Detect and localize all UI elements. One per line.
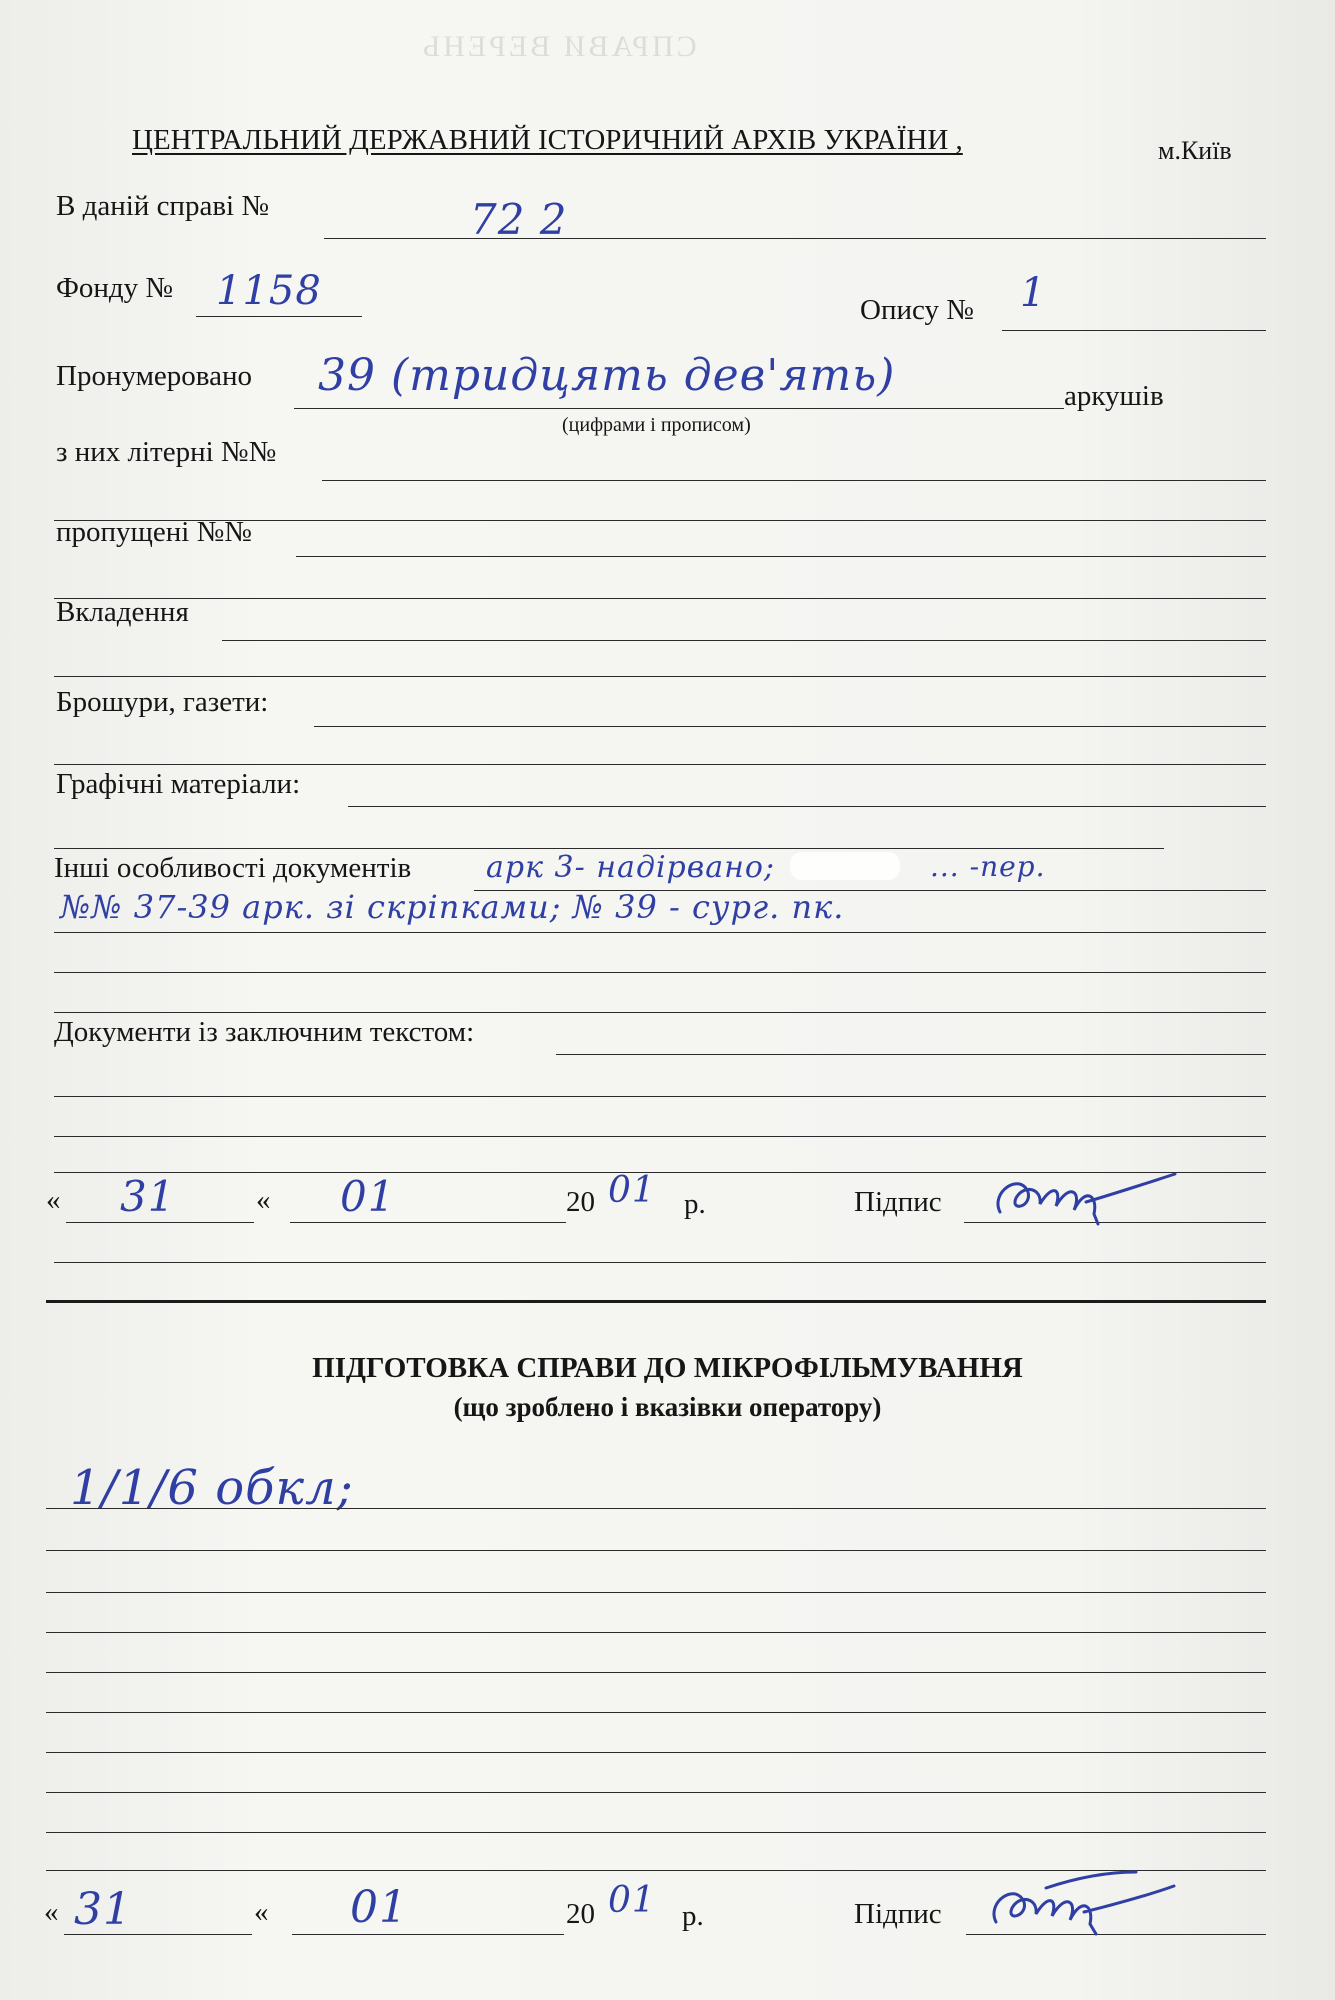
brochures-line xyxy=(314,726,1266,727)
microfilm-title: ПІДГОТОВКА СПРАВИ ДО МІКРОФІЛЬМУВАННЯ xyxy=(312,1352,1023,1384)
letter-numbers-line xyxy=(322,480,1266,481)
rule-line xyxy=(46,1632,1266,1633)
fond-label: Фонду № xyxy=(56,272,174,304)
city-label: м.Київ xyxy=(1158,136,1232,165)
brochures-label: Брошури, газети: xyxy=(56,686,269,718)
graphics-line xyxy=(348,806,1266,807)
numbered-value: 39 (тридцять дев'ять) xyxy=(318,350,896,401)
date2-year-prefix: 20 xyxy=(566,1898,595,1930)
month-line xyxy=(290,1222,566,1223)
other-features-value-2: №№ 37-39 арк. зі скріпками; № 39 - сург. пк. xyxy=(60,888,845,926)
opys-value: 1 xyxy=(1020,270,1047,316)
attachments-label: Вкладення xyxy=(56,596,189,628)
section-divider xyxy=(46,1300,1266,1303)
skipped-numbers-line xyxy=(296,556,1266,557)
signature2-mark xyxy=(986,1868,1186,1944)
rule-line xyxy=(54,1096,1266,1097)
graphics-label: Графічні матеріали: xyxy=(56,768,301,800)
rule-line xyxy=(54,676,1266,677)
rule-line xyxy=(46,1508,1266,1509)
date-year-mark: р. xyxy=(684,1188,706,1220)
date2-open-quote: « xyxy=(44,1896,59,1928)
rule-line xyxy=(46,1672,1266,1673)
date2-mid-quote: « xyxy=(254,1896,269,1928)
rule-line xyxy=(46,1792,1266,1793)
rule-line xyxy=(46,1752,1266,1753)
rule-line xyxy=(54,1012,1266,1013)
final-text-line xyxy=(556,1054,1266,1055)
numbered-suffix: аркушів xyxy=(1064,380,1164,412)
date2-year-suffix: 01 xyxy=(608,1880,656,1921)
other-features-label: Інші особливості документів xyxy=(54,852,412,884)
rule-line xyxy=(54,972,1266,973)
rule-line xyxy=(54,1136,1266,1137)
show-through-text: СПРАВИ ВЕРЕНЬ xyxy=(420,30,697,63)
signature-label: Підпис xyxy=(854,1186,942,1218)
rule-line xyxy=(46,1712,1266,1713)
rule-line xyxy=(54,848,1164,849)
rule-line xyxy=(54,764,1266,765)
numbered-label: Пронумеровано xyxy=(56,360,253,392)
date-open-quote: « xyxy=(46,1184,61,1216)
archive-title: ЦЕНТРАЛЬНИЙ ДЕРЖАВНИЙ ІСТОРИЧНИЙ АРХІВ УКРАЇНИ , xyxy=(132,124,963,156)
case-number-value: 72 2 xyxy=(470,195,568,244)
rule-line xyxy=(46,1550,1266,1551)
case-number-line xyxy=(324,238,1266,239)
fond-value: 1158 xyxy=(216,268,322,314)
opys-label: Опису № xyxy=(860,294,974,326)
skipped-numbers-label: пропущені №№ xyxy=(56,516,252,548)
opys-line xyxy=(1002,330,1266,331)
rule-line xyxy=(46,1832,1266,1833)
date2-month: 01 xyxy=(350,1882,408,1933)
date-day: 31 xyxy=(120,1172,176,1221)
other-features-value-1: арк 3- надірвано; xyxy=(486,850,776,885)
date-month: 01 xyxy=(340,1172,396,1221)
numbered-line xyxy=(294,408,1064,409)
correction-blot xyxy=(790,852,900,880)
rule-line xyxy=(46,1592,1266,1593)
rule-line xyxy=(54,1262,1266,1263)
month2-line xyxy=(292,1934,564,1935)
date-year-prefix: 20 xyxy=(566,1186,595,1218)
rule-line xyxy=(54,932,1266,933)
signature2-label: Підпис xyxy=(854,1898,942,1930)
final-text-label: Документи із заключним текстом: xyxy=(54,1016,475,1048)
date-year-suffix: 01 xyxy=(608,1170,656,1211)
rule-line xyxy=(54,598,1266,599)
letter-numbers-label: з них літерні №№ xyxy=(56,436,277,468)
date2-year-mark: р. xyxy=(682,1900,704,1932)
day-line xyxy=(66,1222,254,1223)
other-features-value-1b: ... -пер. xyxy=(930,850,1046,883)
microfilm-subtitle: (що зроблено і вказівки оператору) xyxy=(453,1392,882,1422)
microfilm-note: 1/1/6 обкл; xyxy=(70,1460,354,1516)
date2-day: 31 xyxy=(74,1884,132,1935)
numbered-hint: (цифрами і прописом) xyxy=(562,414,751,436)
fond-line xyxy=(196,316,362,317)
attachments-line xyxy=(222,640,1266,641)
date-mid-quote: « xyxy=(256,1184,271,1216)
signature-mark xyxy=(990,1162,1190,1232)
case-number-label: В даній справі № xyxy=(56,190,269,222)
